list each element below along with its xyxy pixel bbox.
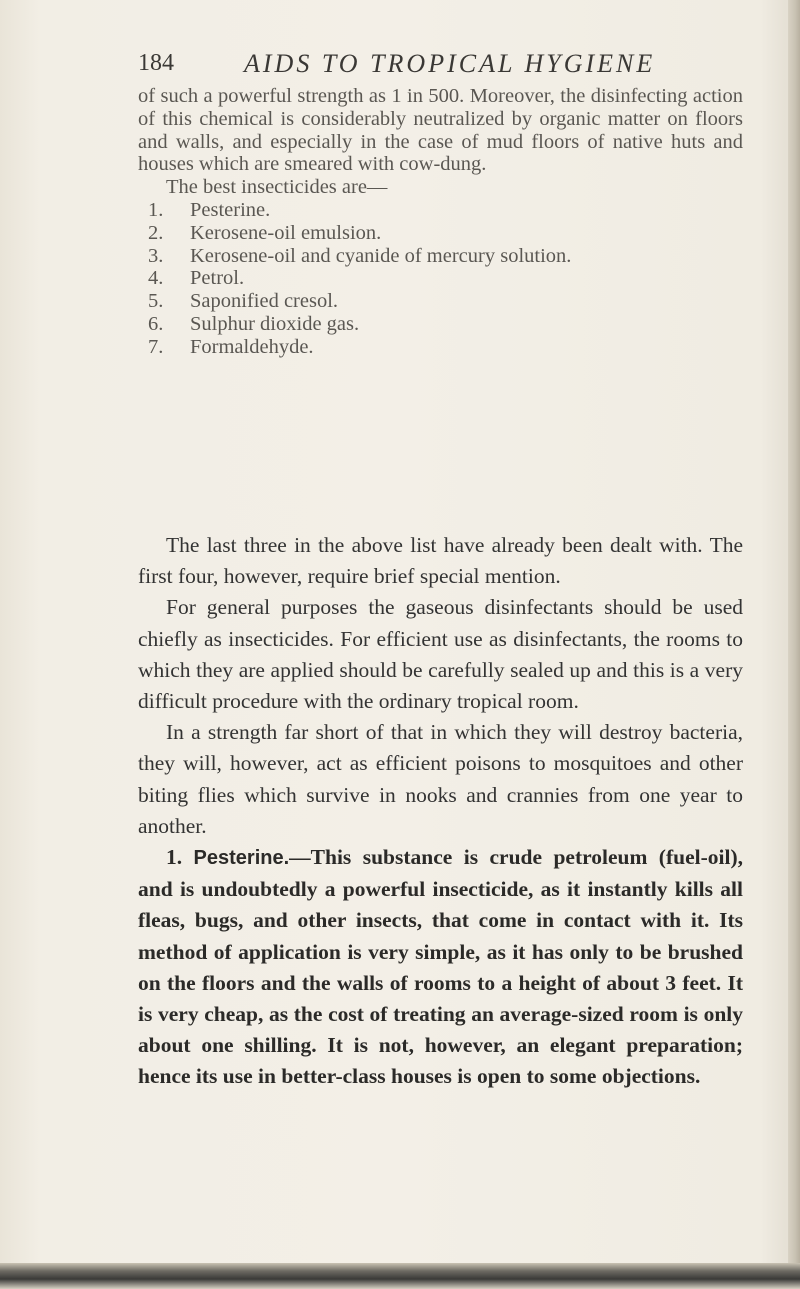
paragraph-strength: In a strength far short of that in which they will destroy bacteria, they will, however, act as efficient poisons to mosquitoes and other biting flies which survive in nooks and crannies from one year to another. bbox=[138, 720, 743, 838]
section-number: 1. bbox=[166, 845, 183, 870]
list-item-number: 6. bbox=[148, 312, 164, 335]
list-item-text: Pesterine. bbox=[190, 198, 271, 221]
page-number: 184 bbox=[138, 50, 174, 76]
list-item-text: Kerosene-oil and cyanide of mercury solution. bbox=[190, 244, 572, 267]
list-item bbox=[148, 267, 743, 290]
list-item-text: Saponified cresol. bbox=[190, 290, 339, 313]
insecticides-lead: The best insecticides are— bbox=[166, 176, 388, 199]
section-text: This substance is crude petroleum (fuel-oil), and is undoubtedly a powerful insecticide, as it instantly kills all fleas, bugs, and other insects, that come in contact with it. Its method of application is very simple, as it has only to be brushed on the floors and the walls of rooms to a height of about 3 feet. It is very cheap, as the cost of treating an average-sized room is only about one shilling. It is not, however, an elegant preparation; hence its use in better-class houses is open to some objections. bbox=[138, 845, 743, 1089]
page-header bbox=[138, 44, 698, 84]
list-item bbox=[148, 199, 743, 222]
list-item-text: Kerosene-oil emulsion. bbox=[190, 221, 382, 244]
paragraph-general-purposes: For general purposes the gaseous disinfectants should be used chiefly as insecticides. For efficient use as disinfectants, the rooms to which they are applied should be carefully sealed up and this is a very difficult procedure with the ordinary tropical room. bbox=[138, 595, 743, 714]
section-pesterine bbox=[138, 842, 743, 1093]
list-item bbox=[148, 222, 743, 245]
list-item-number: 7. bbox=[148, 335, 164, 358]
list-item-number: 3. bbox=[148, 244, 164, 267]
list-item-number: 5. bbox=[148, 290, 164, 313]
page-edge bbox=[788, 0, 800, 1289]
list-item-number: 4. bbox=[148, 267, 164, 290]
section-dash: — bbox=[289, 845, 311, 870]
main-text-block bbox=[138, 530, 743, 1093]
intro-block bbox=[138, 85, 743, 359]
list-item-text: Petrol. bbox=[190, 267, 245, 290]
list-item bbox=[148, 245, 743, 268]
insecticide-list bbox=[138, 199, 743, 359]
list-item bbox=[148, 290, 743, 313]
running-head: AIDS TO TROPICAL HYGIENE bbox=[244, 49, 656, 78]
list-item-number: 1. bbox=[148, 198, 164, 221]
list-item bbox=[148, 336, 743, 359]
page-bottom-edge bbox=[0, 1263, 800, 1289]
list-item-text: Formaldehyde. bbox=[190, 335, 314, 358]
section-heading: Pesterine. bbox=[193, 847, 290, 870]
list-item-number: 2. bbox=[148, 221, 164, 244]
intro-paragraph: of such a powerful strength as 1 in 500. Moreover, the disinfecting action of this chemical is considerably neutralized by organic matter on floors and walls, and especially in the case of mud floors of native huts and houses which are smeared with cow-dung. bbox=[138, 85, 743, 176]
paragraph-last-three: The last three in the above list have already been dealt with. The first four, however, require brief special mention. bbox=[138, 533, 743, 589]
list-item bbox=[148, 313, 743, 336]
list-item-text: Sulphur dioxide gas. bbox=[190, 312, 360, 335]
